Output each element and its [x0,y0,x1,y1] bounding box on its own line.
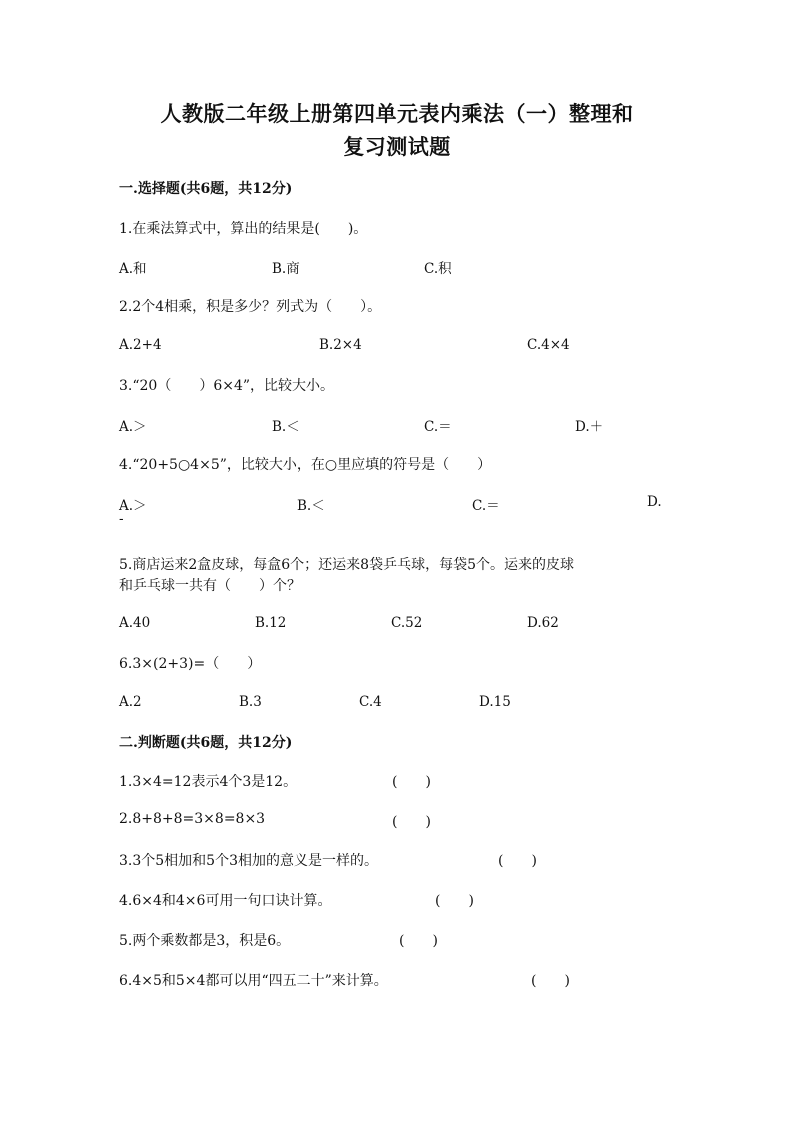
option-6c: C.4 [359,694,382,710]
question-6: 6.3×(2+3)=（ ） [119,656,262,672]
option-1a: A.和 [119,261,147,277]
option-5c: C.52 [391,615,423,631]
judgment-3: 3.3个5相加和5个3相加的意义是一样的。 [119,853,378,869]
option-5a: A.40 [119,615,151,631]
option-4d-symbol: - [119,511,124,527]
option-6d: D.15 [479,694,511,710]
option-2b: B.2×4 [319,337,362,353]
doc-title-line2: 复习测试题 [343,134,451,159]
question-1: 1.在乘法算式中，算出的结果是( )。 [119,221,368,237]
question-5-line1: 5.商店运来2盒皮球，每盒6个；还运来8袋乒乓球，每袋5个。运来的皮球 [119,557,574,573]
option-6a: A.2 [119,694,142,710]
question-2: 2.2个4相乘，积是多少？列式为（ ）。 [119,299,382,315]
option-3d: D.＋ [575,419,604,435]
section-heading-judgment: 二.判断题(共6题，共12分) [119,735,293,751]
option-4c: C.＝ [472,498,500,514]
option-1c: C.积 [424,261,452,277]
judgment-1-bracket: ( ) [392,774,431,790]
judgment-4: 4.6×4和4×6可用一句口诀计算。 [119,893,332,909]
option-2c: C.4×4 [527,337,570,353]
option-5d: D.62 [527,615,559,631]
section-heading-choice: 一.选择题(共6题，共12分) [119,181,293,197]
judgment-4-bracket: ( ) [435,893,474,909]
judgment-2-bracket: ( ) [392,814,431,830]
judgment-6: 6.4×5和5×4都可以用“四五二十”来计算。 [119,973,388,989]
judgment-5-bracket: ( ) [399,933,438,949]
option-5b: B.12 [255,615,287,631]
doc-title-line1: 人教版二年级上册第四单元表内乘法（一）整理和 [160,101,634,126]
option-4d: D. [647,494,662,510]
option-2a: A.2+4 [119,337,162,353]
judgment-3-bracket: ( ) [498,853,537,869]
option-6b: B.3 [239,694,262,710]
judgment-6-bracket: ( ) [531,973,570,989]
option-4a: A.＞ [119,498,147,514]
option-1b: B.商 [272,261,300,277]
question-5-line2: 和乒乓球一共有（ ）个？ [119,578,301,594]
option-3c: C.＝ [424,419,452,435]
option-4b: B.＜ [297,498,325,514]
question-4: 4.“20+5○4×5”，比较大小，在○里应填的符号是（ ） [119,457,492,473]
judgment-5: 5.两个乘数都是3，积是6。 [119,933,291,949]
option-3a: A.＞ [119,419,147,435]
option-3b: B.＜ [272,419,300,435]
judgment-1: 1.3×4=12表示4个3是12。 [119,774,298,790]
judgment-2: 2.8+8+8=3×8=8×3 [119,811,266,827]
question-3: 3.“20（ ）6×4”，比较大小。 [119,378,335,394]
